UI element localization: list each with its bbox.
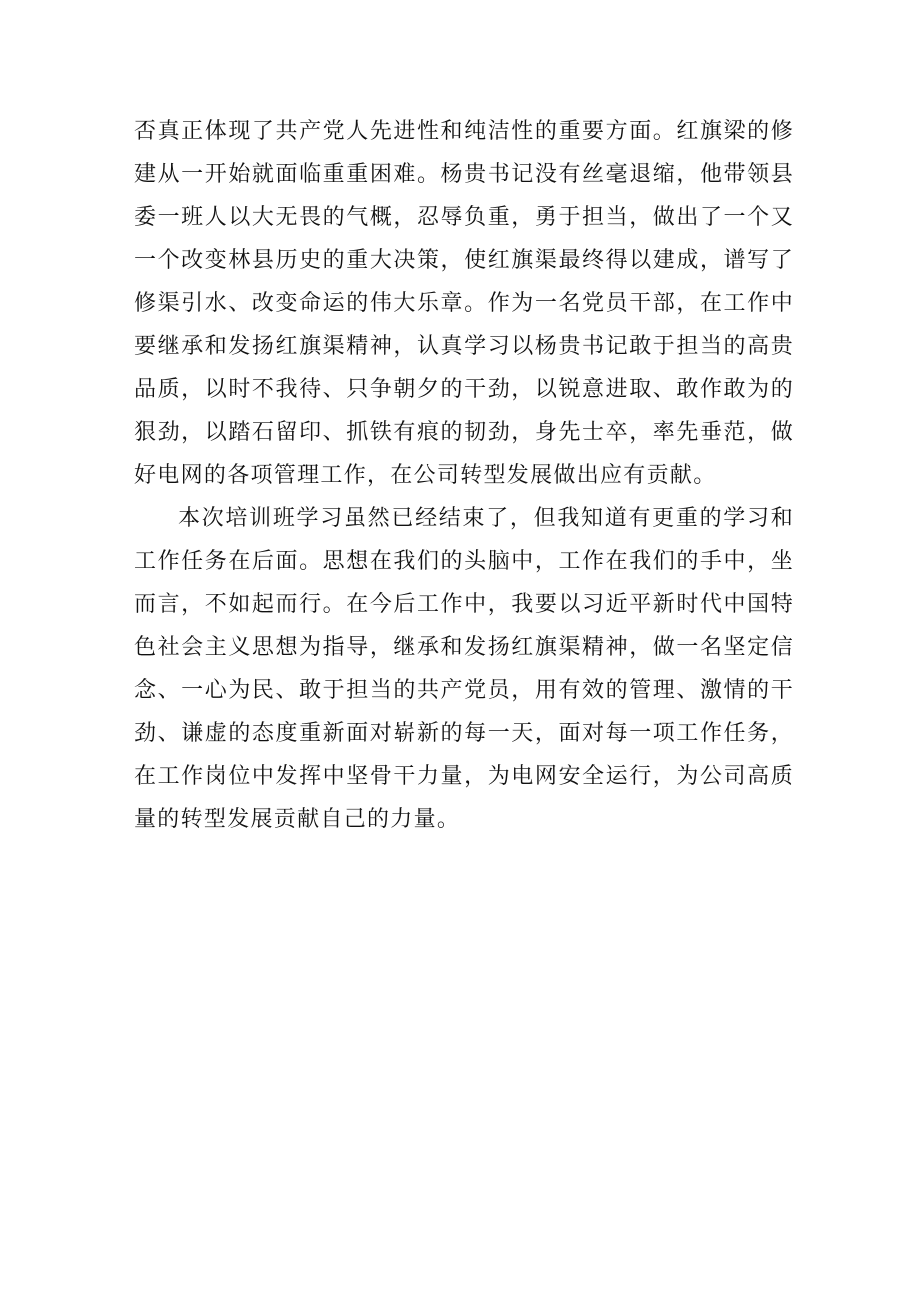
document-body: [134, 110, 794, 841]
paragraph-conclusion: 本次培训班学习虽然已经结束了，但我知道有更重的学习和工作任务在后面。思想在我们的头脑中，工作在我们的手中，坐而言，不如起而行。在今后工作中，我要以习近平新时代中国特色社会主义思想为指导，继承和发扬红旗渠精神，做一名坚定信念、一心为民、敢于担当的共产党员，用有效的管理、激情的干劲、谦虚的态度重新面对崭新的每一天，面对每一项工作任务，在工作岗位中发挥中坚骨干力量，为电网安全运行，为公司高质量的转型发展贡献自己的力量。: [134, 506, 794, 832]
paragraph-continuation: 否真正体现了共产党人先进性和纯洁性的重要方面。红旗梁的修建从一开始就面临重重困难。杨贵书记没有丝毫退缩，他带领县委一班人以大无畏的气概，忍辱负重，勇于担当，做出了一个又一个改变林县历史的重大决策，使红旗渠最终得以建成，谱写了修渠引水、改变命运的伟大乐章。作为一名党员干部，在工作中要继承和发扬红旗渠精神，认真学习以杨贵书记敢于担当的高贵品质，以时不我待、只争朝夕的干劲，以锐意进取、敢作敢为的狠劲，以踏石留印、抓铁有痕的韧劲，身先士卒，率先垂范，做好电网的各项管理工作，在公司转型发展做出应有贡献。: [134, 119, 794, 488]
